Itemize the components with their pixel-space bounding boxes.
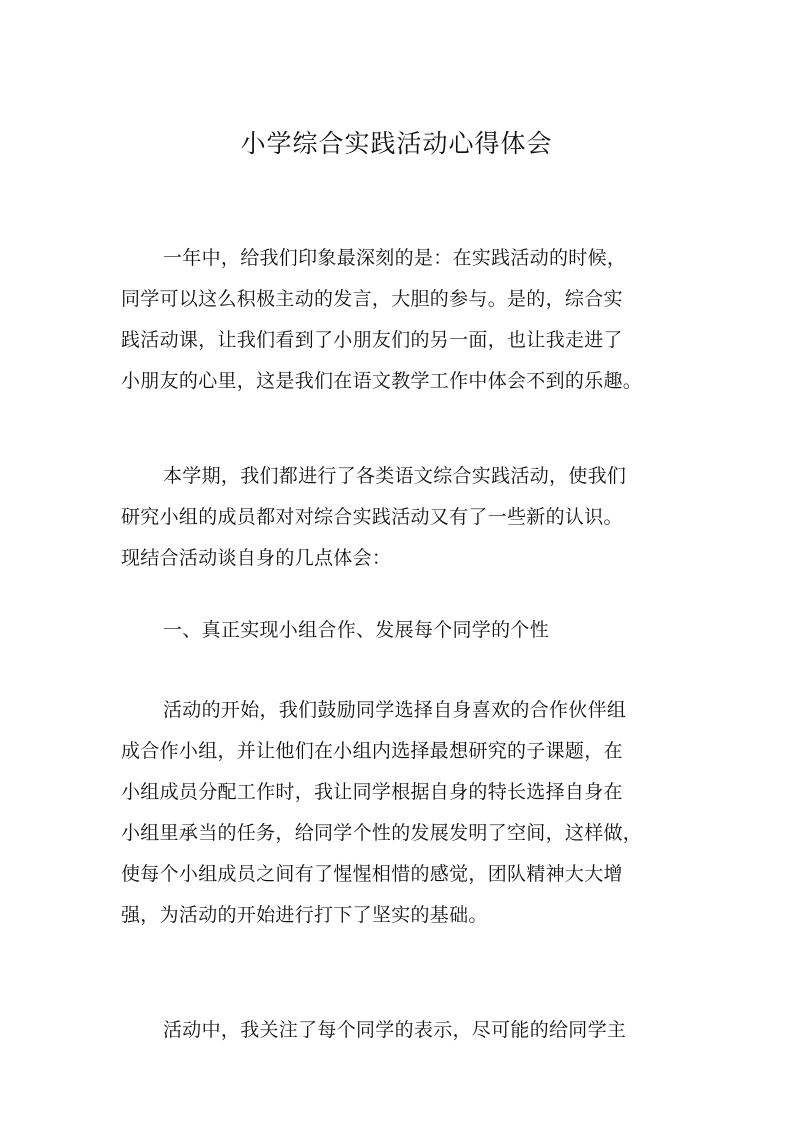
paragraph-line: 使每个小组成员之间有了惺惺相惜的感觉，团队精神大大增 <box>121 863 623 885</box>
paragraph-line: 现结合活动谈自身的几点体会： <box>121 547 392 569</box>
paragraph-line: 成合作小组，并让他们在小组内选择最想研究的子课题，在 <box>121 740 623 762</box>
paragraph-4 <box>121 1010 681 1051</box>
paragraph-line: 活动的开始，我们鼓励同学选择自身喜欢的合作伙伴组 <box>163 699 627 721</box>
paragraph-line: 活动中，我关注了每个同学的表示，尽可能的给同学主 <box>163 1019 627 1041</box>
paragraph-line: 本学期，我们都进行了各类语文综合实践活动，使我们 <box>163 465 627 487</box>
paragraph-line: 小组里承当的任务，给同学个性的发展发明了空间，这样做， <box>121 822 643 844</box>
paragraph-line: 研究小组的成员都对对综合实践活动又有了一些新的认识。 <box>121 506 623 528</box>
paragraph-line: 小组成员分配工作时，我让同学根据自身的特长选择自身在 <box>121 781 623 803</box>
paragraph-2 <box>121 456 681 579</box>
paragraph-line: 践活动课，让我们看到了小朋友们的另一面，也让我走进了 <box>121 329 623 351</box>
paragraph-3 <box>121 690 681 936</box>
document-title: 小学综合实践活动心得体会 <box>240 129 553 158</box>
paragraph-line: 一年中，给我们印象最深刻的是：在实践活动的时候， <box>163 247 627 269</box>
paragraph-line: 强，为活动的开始进行打下了坚实的基础。 <box>121 904 488 926</box>
paragraph-line: 同学可以这么积极主动的发言，大胆的参与。是的，综合实 <box>121 288 623 310</box>
paragraph-1 <box>121 238 681 402</box>
section-heading <box>121 610 681 651</box>
paragraph-line: 小朋友的心里，这是我们在语文教学工作中体会不到的乐趣。 <box>121 370 643 392</box>
section-heading-text: 一、真正实现小组合作、发展每个同学的个性 <box>163 619 550 641</box>
